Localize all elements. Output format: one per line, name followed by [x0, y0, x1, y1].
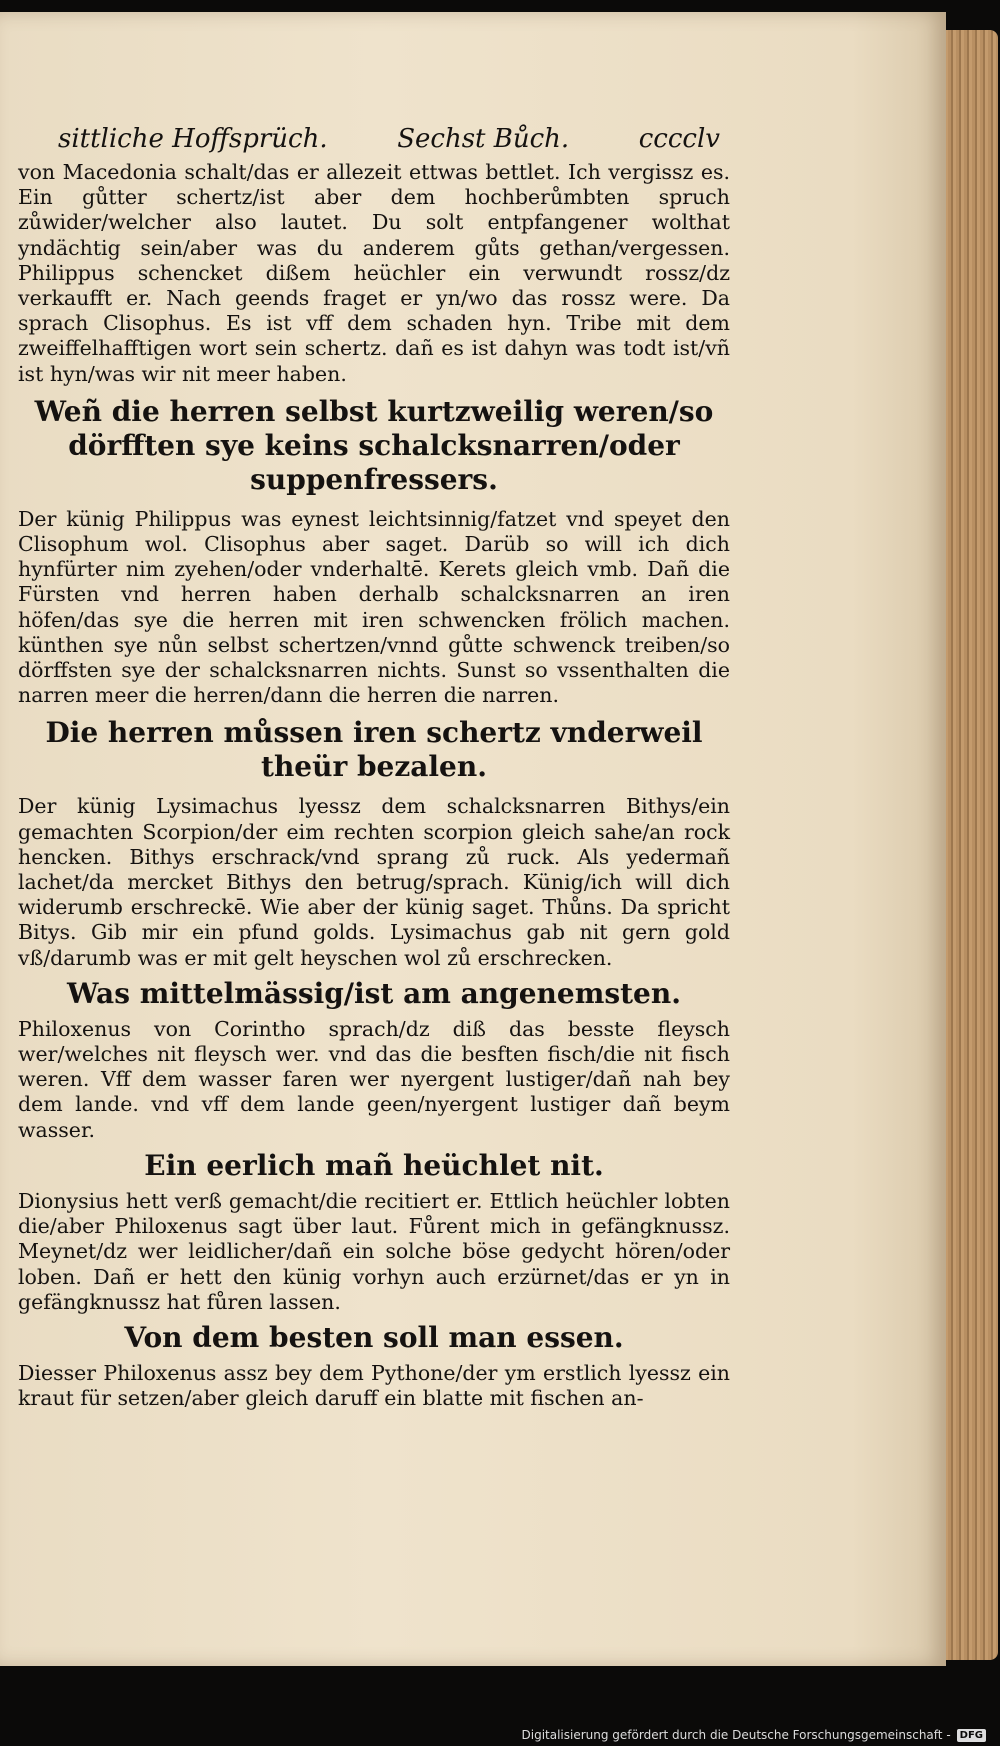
section-heading: Die herren můssen iren schertz vnderweil theür bezalen. — [45, 716, 703, 784]
credit-text: Digitalisierung gefördert durch die Deutsche Forschungsgemeinschaft - — [521, 1728, 951, 1742]
book-page — [0, 12, 946, 1666]
section-heading: Ein eerlich mañ heüchlet nit. — [144, 1148, 604, 1182]
book-page-edges — [940, 30, 998, 1660]
digitization-credit — [522, 1728, 987, 1742]
paragraph: Philoxenus von Corintho sprach/dz diß das besste fleysch wer/welches nit fleysch wer. vnd das die besften fisch/die nit fisch weren. Vff dem wasser faren wer nyergent lustiger/dañ nah bey dem lande. vnd vff dem lande geen/nyergent lustiger dañ beym wasser. — [18, 1016, 730, 1142]
paragraph: von Macedonia schalt/das er allezeit ettwas bettlet. Ich vergissz es. Ein gůtter schertz/ist aber dem hochberůmbten spruch zůwider/welcher also lautet. Du solt entpfangener wolthat yndächtig sein/aber was du anderem gůts gethan/vergessen. Philippus schencket dißem heüchler ein verwundt rossz/dz verkaufft er. Nach geends fraget er yn/wo das rossz were. Da sprach Clisophus. Es ist vff dem schaden hyn. Tribe mit dem zweiffelhafftigen wort sein schertz. dañ es ist dahyn was todt ist/vñ ist hyn/was wir nit meer haben. — [18, 160, 730, 386]
page-number: cccclv — [638, 124, 720, 154]
section-heading: Von dem besten soll man essen. — [124, 1320, 624, 1354]
page-content — [18, 124, 730, 1411]
section-heading: Was mittelmässig/ist am angenemsten. — [67, 976, 681, 1010]
header-left: sittliche Hoffsprüch. — [58, 124, 328, 154]
paragraph: Diesser Philoxenus assz bey dem Pythone/der ym erstlich lyessz ein kraut für setzen/aber gleich daruff ein blatte mit fischen an- — [18, 1360, 730, 1411]
paragraph: Dionysius hett verß gemacht/die recitiert er. Ettlich heüchler lobten die/aber Philoxenus sagt über laut. Fůrent mich in gefängknussz. Meynet/dz wer leidlicher/dañ ein solche böse gedycht hören/oder loben. Dañ er hett den künig vorhyn auch erzürnet/das er yn in gefängknussz hat fůren lassen. — [18, 1188, 730, 1314]
paragraph: Der künig Lysimachus lyessz dem schalcksnarren Bithys/ein gemachten Scorpion/der eim rechten scorpion gleich sahe/an rock hencken. Bithys erschrack/vnd sprang zů ruck. Als yedermañ lachet/da mercket Bithys den betrug/sprach. Künig/ich will dich widerumb erschreckē. Wie aber der künig saget. Thůns. Da spricht Bitys. Gib mir ein pfund golds. Lysimachus gab nit gern gold vß/darumb was er mit gelt heyschen wol zů erschrecken. — [18, 794, 730, 970]
dfg-logo-icon: DFG — [957, 1729, 986, 1742]
header-center: Sechst Bůch. — [397, 124, 570, 154]
running-header — [18, 124, 730, 154]
paragraph: Der künig Philippus was eynest leichtsinnig/fatzet vnd speyet den Clisophum wol. Clisophus aber saget. Darüb so will ich dich hynfürter nim zyehen/oder vnderhaltē. Kerets gleich vmb. Dañ die Fürsten vnd herren haben derhalb schalcksnarren an iren höfen/das sye die herren mit iren schwencken frölich machen. künthen sye nůn selbst schertzen/vnnd gůtte schwenck treiben/so dörffsten sye der schalcksnarren nichts. Sunst so vssenthalten die narren meer die herren/dann die herren die narren. — [18, 506, 730, 708]
section-heading: Weñ die herren selbst kurtzweilig weren/so dörfften sye keins schalcksnarren/oder suppenfressers. — [34, 394, 714, 496]
